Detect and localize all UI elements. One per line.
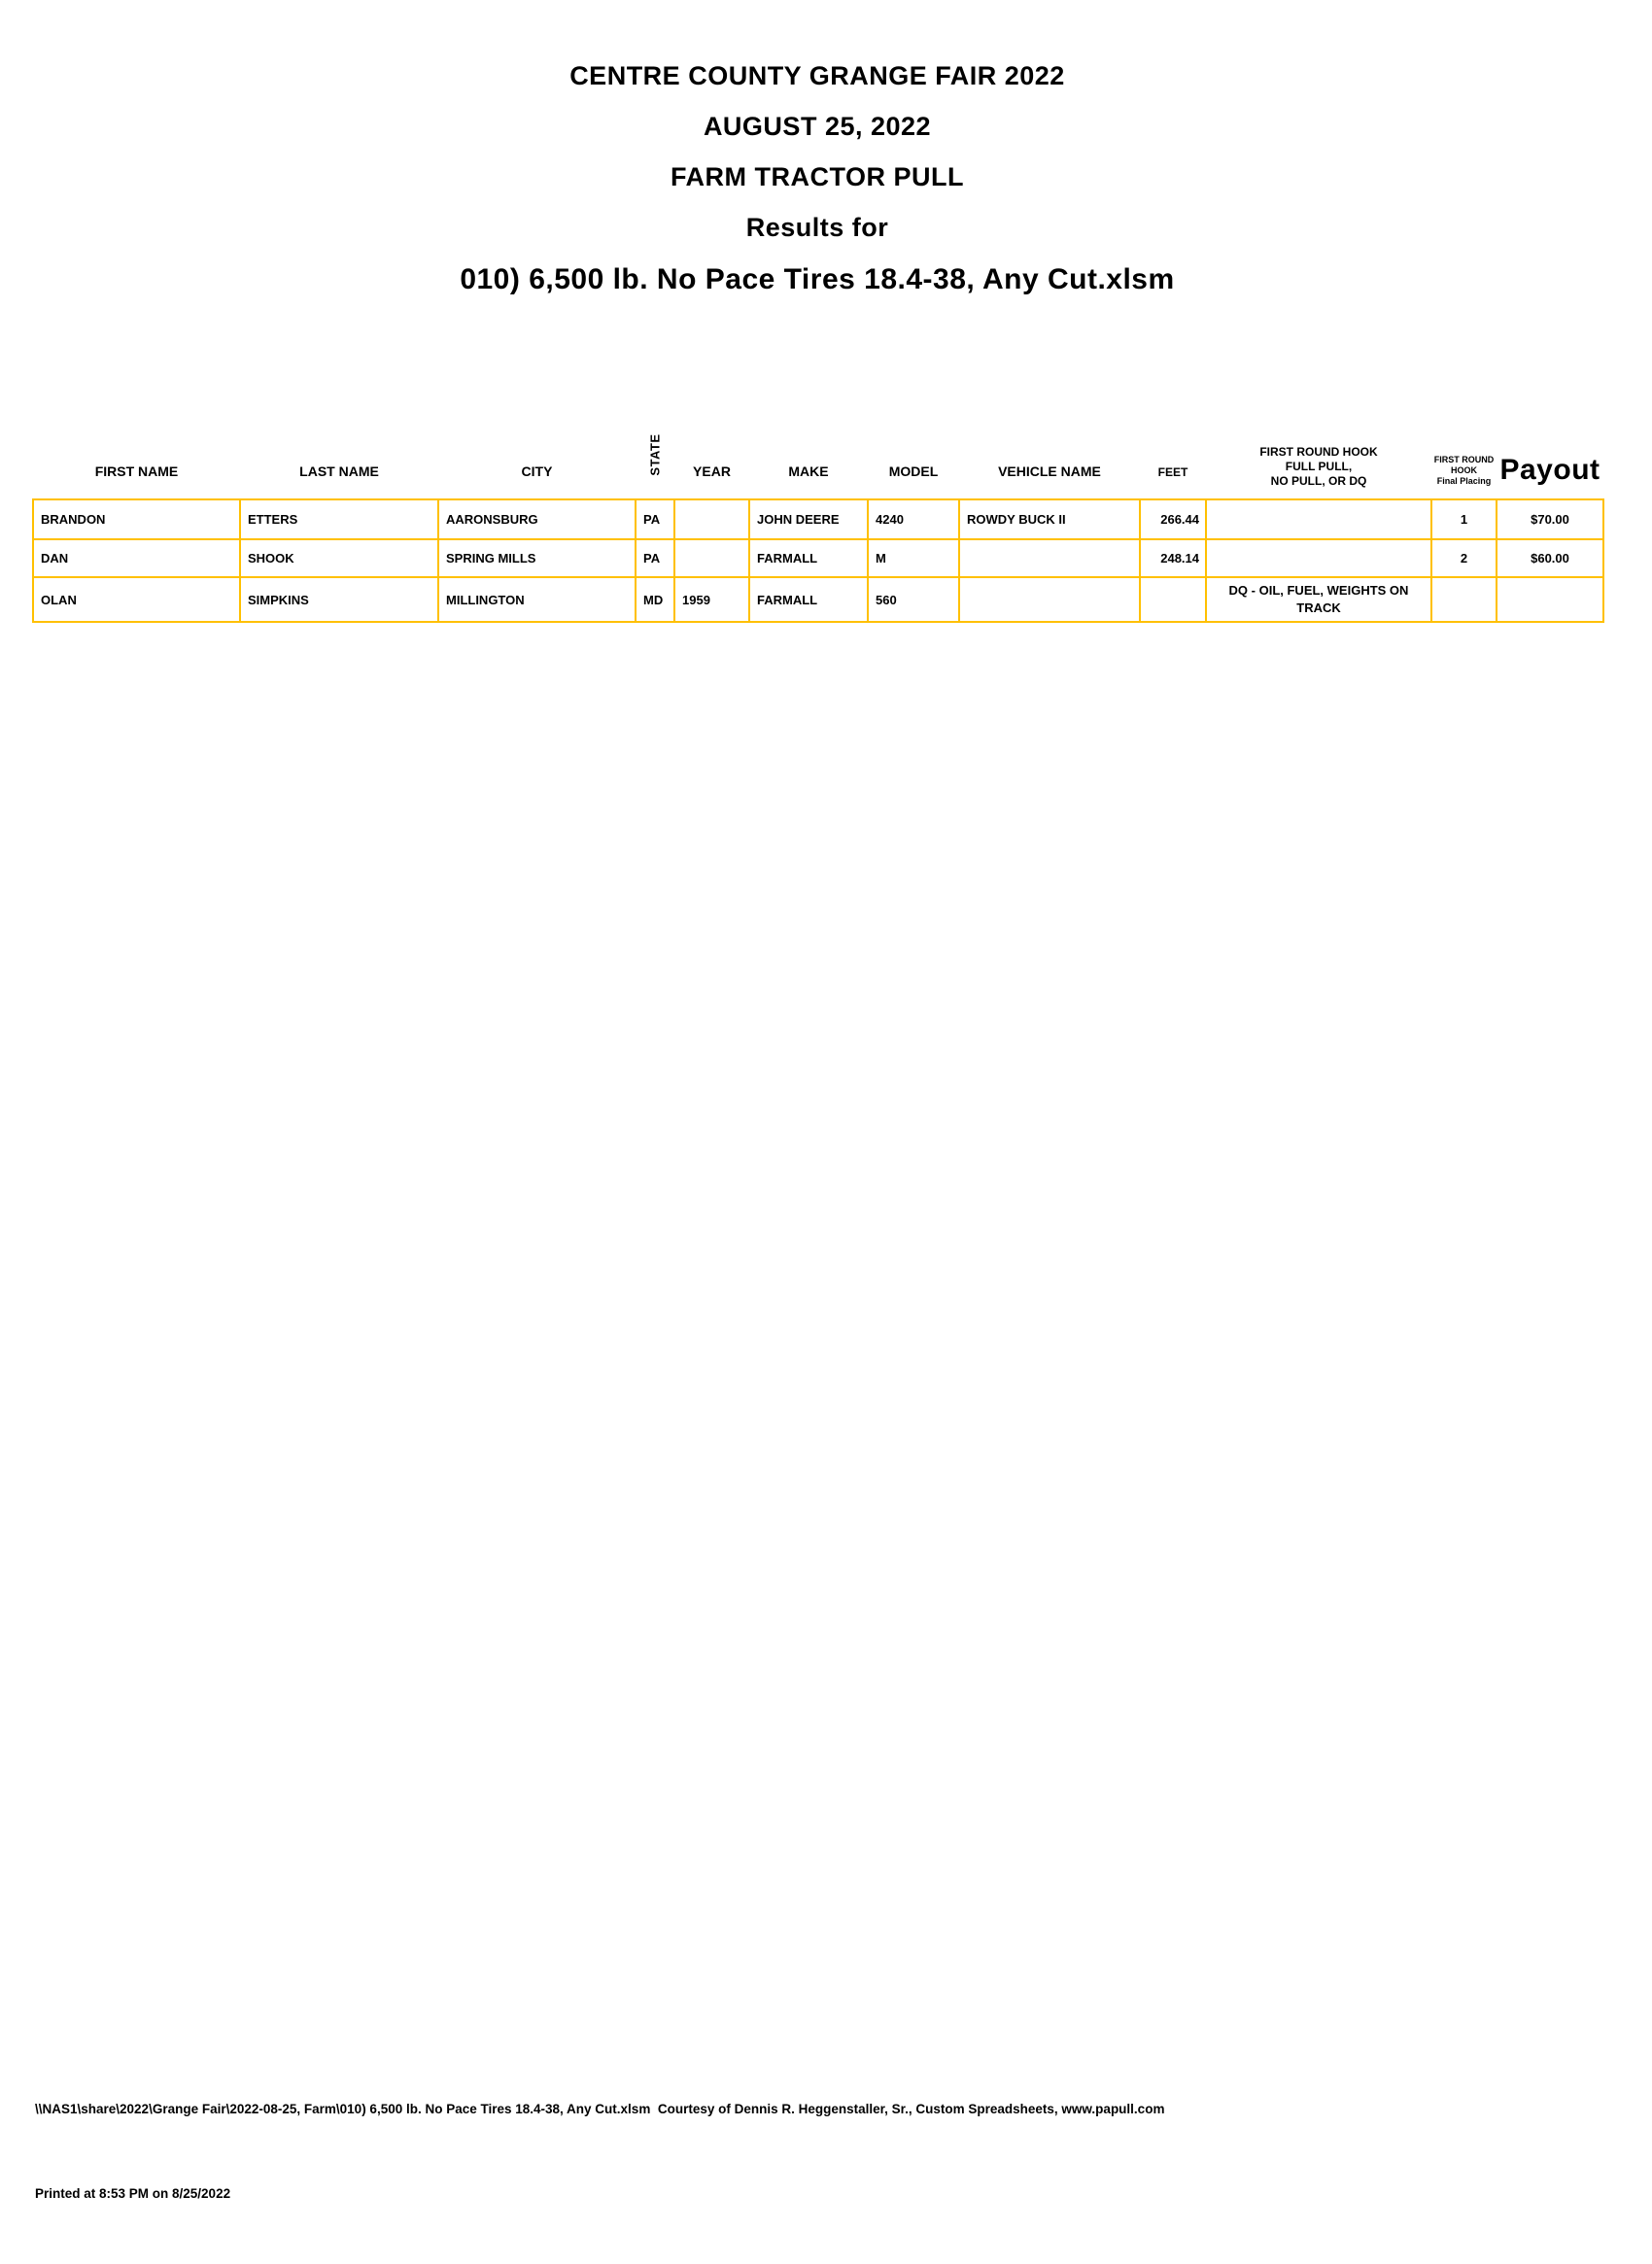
cell-year: 1959 <box>674 577 749 622</box>
cell-make: JOHN DEERE <box>749 499 868 539</box>
header-make: MAKE <box>749 402 868 499</box>
cell-last-name: ETTERS <box>240 499 438 539</box>
cell-hook-result: DQ - OIL, FUEL, WEIGHTS ON TRACK <box>1206 577 1431 622</box>
cell-final-placing: 1 <box>1431 499 1497 539</box>
cell-payout: $60.00 <box>1497 539 1603 577</box>
footer-file-path: \\NAS1\share\2022\Grange Fair\2022-08-25, Farm\010) 6,500 lb. No Pace Tires 18.4-38, Any Cut.xlsm Courtesy of Dennis R. Heggenstaller, Sr., Custom Spreadsheets, www.papull.com <box>35 2102 1165 2116</box>
cell-state: PA <box>636 539 674 577</box>
header-placing-line1: FIRST ROUND <box>1433 455 1495 464</box>
event-title: CENTRE COUNTY GRANGE FAIR 2022 <box>569 61 1065 90</box>
header-hook-line3: NO PULL, OR DQ <box>1270 474 1367 488</box>
header-state-vertical-text: STATE <box>647 433 663 477</box>
cell-feet: 248.14 <box>1140 539 1206 577</box>
cell-feet <box>1140 577 1206 622</box>
cell-first-name: BRANDON <box>33 499 240 539</box>
header-first-round-hook <box>1206 402 1431 499</box>
cell-payout <box>1497 577 1603 622</box>
header-hook-line1: FIRST ROUND HOOK <box>1259 445 1378 459</box>
header-city: CITY <box>438 402 636 499</box>
results-table <box>32 402 1604 623</box>
header-placing-line2: HOOK <box>1451 465 1477 475</box>
cell-last-name: SIMPKINS <box>240 577 438 622</box>
cell-year <box>674 499 749 539</box>
cell-vehicle-name: ROWDY BUCK II <box>959 499 1140 539</box>
cell-last-name: SHOOK <box>240 539 438 577</box>
header-last-name: LAST NAME <box>240 402 438 499</box>
cell-city: MILLINGTON <box>438 577 636 622</box>
cell-model: 4240 <box>868 499 959 539</box>
header-feet: FEET <box>1140 402 1206 499</box>
title-block <box>32 51 1602 307</box>
cell-city: SPRING MILLS <box>438 539 636 577</box>
cell-model: 560 <box>868 577 959 622</box>
cell-city: AARONSBURG <box>438 499 636 539</box>
table-row <box>33 539 1603 577</box>
cell-year <box>674 539 749 577</box>
results-for-label: Results for <box>745 213 889 242</box>
cell-make: FARMALL <box>749 539 868 577</box>
cell-final-placing: 2 <box>1431 539 1497 577</box>
cell-hook-result <box>1206 539 1431 577</box>
table-row <box>33 577 1603 622</box>
table-row <box>33 499 1603 539</box>
header-placing-line3: Final Placing <box>1436 476 1492 486</box>
cell-vehicle-name <box>959 539 1140 577</box>
class-filename: 010) 6,500 lb. No Pace Tires 18.4-38, Any Cut.xlsm <box>460 263 1175 295</box>
cell-payout: $70.00 <box>1497 499 1603 539</box>
event-date: AUGUST 25, 2022 <box>703 112 932 141</box>
header-state <box>636 402 674 499</box>
page-footer <box>35 2039 1164 2264</box>
footer-printed-timestamp: Printed at 8:53 PM on 8/25/2022 <box>35 2186 231 2201</box>
cell-first-name: DAN <box>33 539 240 577</box>
header-payout: Payout <box>1497 402 1603 499</box>
header-row <box>33 402 1603 499</box>
header-first-name: FIRST NAME <box>33 402 240 499</box>
cell-hook-result <box>1206 499 1431 539</box>
cell-state: PA <box>636 499 674 539</box>
header-final-placing <box>1431 402 1497 499</box>
header-model: MODEL <box>868 402 959 499</box>
cell-first-name: OLAN <box>33 577 240 622</box>
cell-feet: 266.44 <box>1140 499 1206 539</box>
cell-state: MD <box>636 577 674 622</box>
cell-vehicle-name <box>959 577 1140 622</box>
header-year: YEAR <box>674 402 749 499</box>
cell-final-placing <box>1431 577 1497 622</box>
cell-model: M <box>868 539 959 577</box>
event-category: FARM TRACTOR PULL <box>671 162 964 191</box>
header-hook-line2: FULL PULL, <box>1285 460 1353 473</box>
header-vehicle-name: VEHICLE NAME <box>959 402 1140 499</box>
cell-make: FARMALL <box>749 577 868 622</box>
